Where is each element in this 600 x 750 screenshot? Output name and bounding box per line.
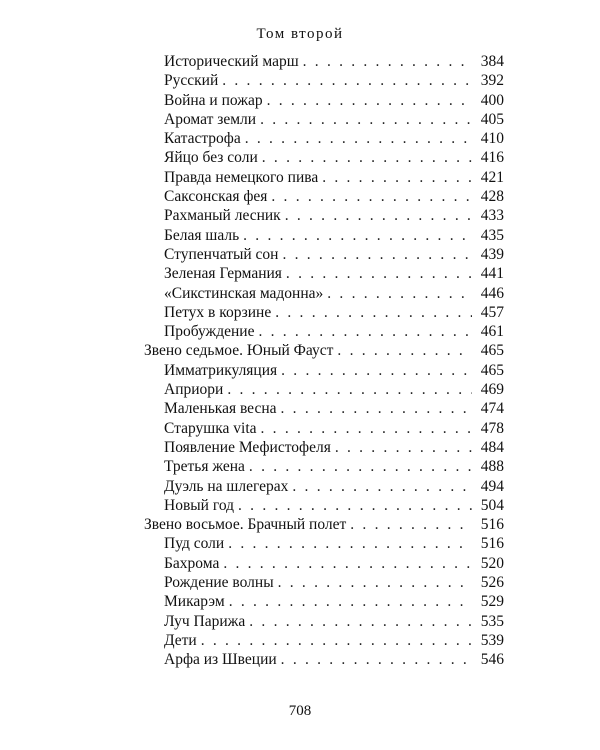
dot-leader [227, 380, 472, 399]
toc-entry [144, 457, 504, 476]
toc-entry [144, 129, 504, 148]
toc-entry-title: Третья жена [164, 458, 245, 476]
dot-leader [222, 71, 472, 90]
dot-leader [303, 52, 472, 71]
dot-leader [350, 515, 472, 534]
toc-entry-page: 446 [480, 284, 504, 302]
toc-entry-page: 526 [480, 574, 504, 592]
toc-entry [144, 71, 504, 90]
toc-entry [144, 399, 504, 418]
toc-entry-title: Дуэль на шлегерах [164, 477, 289, 495]
toc-section-entry [144, 341, 504, 360]
toc-entry-page: 504 [480, 496, 504, 514]
toc-entry-title: Пробуждение [164, 323, 255, 341]
dot-leader [223, 554, 472, 573]
dot-leader [260, 110, 472, 129]
toc-entry [144, 361, 504, 380]
toc-entry-title: Пуд соли [164, 535, 225, 553]
toc-entry-page: 410 [480, 130, 504, 148]
dot-leader [201, 631, 472, 650]
toc-entry-title: Новый год [164, 496, 235, 514]
toc-entry-page: 520 [480, 554, 504, 572]
toc-entry [144, 534, 504, 553]
page-number: 708 [288, 703, 312, 719]
toc-entry-title: Имматрикуляция [164, 361, 278, 379]
toc-entry-page: 461 [480, 323, 504, 341]
toc-entry-page: 488 [480, 458, 504, 476]
toc-entry-page: 494 [480, 477, 504, 495]
toc-entry [144, 52, 504, 71]
toc-entry [144, 592, 504, 611]
toc-entry-page: 535 [480, 612, 504, 630]
toc-entry [144, 264, 504, 283]
toc-entry-title: Петух в корзине [164, 303, 272, 321]
toc-entry-page: 546 [480, 651, 504, 669]
toc-entry [144, 284, 504, 303]
toc-entry [144, 303, 504, 322]
table-of-contents [144, 52, 504, 670]
dot-leader [292, 477, 472, 496]
toc-entry-page: 421 [480, 168, 504, 186]
dot-leader [228, 534, 472, 553]
toc-entry-page: 465 [480, 361, 504, 379]
dot-leader [278, 573, 472, 592]
dot-leader [238, 496, 472, 515]
toc-entry-title: Война и пожар [164, 91, 263, 109]
toc-entry-page: 433 [480, 207, 504, 225]
toc-entry [144, 168, 504, 187]
dot-leader [258, 322, 472, 341]
toc-entry-page: 435 [480, 226, 504, 244]
running-head: Том второй [256, 26, 344, 42]
toc-entry-page: 516 [480, 535, 504, 553]
dot-leader [282, 245, 472, 264]
toc-entry-title: Маленькая весна [164, 400, 277, 418]
toc-entry-title: Старушка vita [164, 419, 257, 437]
dot-leader [229, 592, 472, 611]
dot-leader [249, 612, 472, 631]
toc-entry [144, 206, 504, 225]
toc-entry-page: 384 [480, 53, 504, 70]
toc-entry [144, 438, 504, 457]
toc-entry-title: «Сикстинская мадонна» [164, 284, 324, 302]
toc-entry-title: Зеленая Германия [164, 265, 282, 283]
toc-section-entry [144, 515, 504, 534]
dot-leader [322, 168, 472, 187]
dot-leader [337, 341, 472, 360]
toc-entry-title: Звено седьмое. Юный Фауст [144, 342, 334, 360]
toc-entry-page: 529 [480, 593, 504, 611]
toc-entry-page: 400 [480, 91, 504, 109]
toc-entry-page: 465 [480, 342, 504, 360]
toc-entry-title: Русский [164, 72, 219, 90]
toc-entry-title: Ступенчатый сон [164, 245, 279, 263]
dot-leader [286, 264, 472, 283]
dot-leader [243, 226, 472, 245]
dot-leader [261, 419, 472, 438]
toc-entry-title: Дети [164, 631, 197, 649]
toc-entry [144, 419, 504, 438]
toc-entry-title: Аромат земли [164, 110, 257, 128]
toc-entry [144, 148, 504, 167]
dot-leader [262, 148, 472, 167]
toc-entry-title: Априори [164, 381, 224, 399]
toc-entry-title: Микарэм [164, 593, 225, 611]
toc-entry [144, 554, 504, 573]
toc-entry-page: 441 [480, 265, 504, 283]
toc-entry-page: 392 [480, 72, 504, 90]
dot-leader [281, 650, 472, 669]
dot-leader [267, 91, 472, 110]
dot-leader [275, 303, 472, 322]
toc-entry-title: Рахманый лесник [164, 207, 281, 225]
toc-entry-title: Рождение волны [164, 574, 274, 592]
toc-entry-page: 469 [480, 381, 504, 399]
toc-entry-page: 478 [480, 419, 504, 437]
toc-entry [144, 477, 504, 496]
dot-leader [281, 399, 472, 418]
toc-entry-title: Луч Парижа [164, 612, 246, 630]
toc-entry [144, 631, 504, 650]
toc-entry-page: 405 [480, 110, 504, 128]
toc-entry [144, 612, 504, 631]
toc-entry-page: 416 [480, 149, 504, 167]
toc-entry [144, 496, 504, 515]
toc-entry-title: Правда немецкого пива [164, 168, 319, 186]
toc-entry-title: Саксонская фея [164, 188, 268, 206]
dot-leader [271, 187, 472, 206]
toc-entry-title: Исторический марш [164, 53, 299, 70]
toc-entry [144, 322, 504, 341]
toc-entry [144, 110, 504, 129]
toc-entry-page: 539 [480, 631, 504, 649]
toc-entry-page: 439 [480, 245, 504, 263]
toc-entry-page: 474 [480, 400, 504, 418]
toc-entry-title: Появление Мефистофеля [164, 438, 331, 456]
toc-entry-page: 428 [480, 188, 504, 206]
dot-leader [327, 284, 472, 303]
toc-entry-title: Бахрома [164, 554, 220, 572]
toc-entry [144, 226, 504, 245]
toc-entry [144, 380, 504, 399]
toc-entry [144, 650, 504, 669]
toc-entry-title: Яйцо без соли [164, 149, 258, 167]
toc-entry-page: 484 [480, 438, 504, 456]
toc-entry [144, 573, 504, 592]
dot-leader [245, 129, 472, 148]
toc-entry-title: Звено восьмое. Брачный полет [144, 516, 347, 534]
toc-entry-page: 457 [480, 303, 504, 321]
toc-entry-title: Арфа из Швеции [164, 651, 277, 669]
toc-entry-title: Катастрофа [164, 130, 241, 148]
toc-entry [144, 91, 504, 110]
dot-leader [285, 206, 472, 225]
toc-entry-title: Белая шаль [164, 226, 240, 244]
toc-entry [144, 187, 504, 206]
toc-entry [144, 245, 504, 264]
dot-leader [281, 361, 472, 380]
dot-leader [335, 438, 472, 457]
dot-leader [249, 457, 472, 476]
toc-entry-page: 516 [480, 516, 504, 534]
